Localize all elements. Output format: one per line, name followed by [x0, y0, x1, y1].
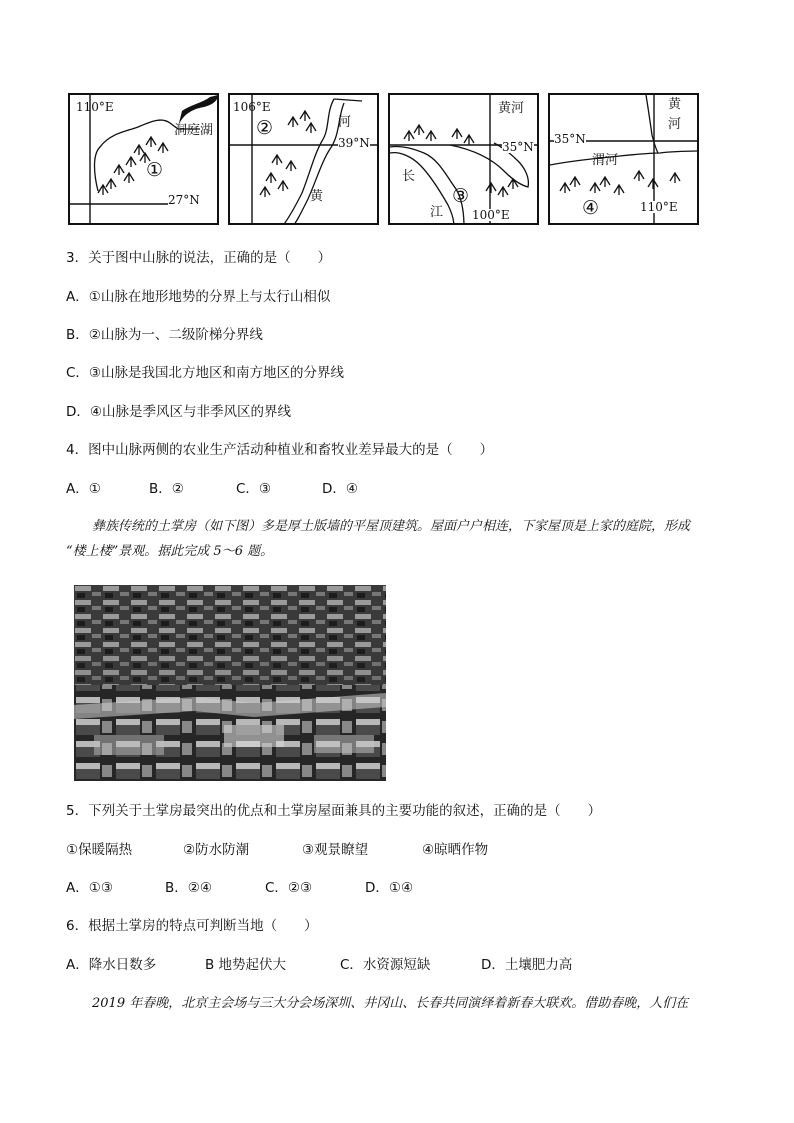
question-4-option-a[interactable]: A．①	[66, 481, 101, 497]
question-5-item-4: ④晾晒作物	[422, 842, 489, 858]
question-6-stem: 6．根据土掌房的特点可判断当地（ ）	[66, 918, 318, 934]
map-4-river-top-label-b: 河	[668, 117, 682, 132]
map-2-lat-label: 39°N	[338, 136, 370, 150]
map-3-river-top-label: 黄河	[498, 101, 525, 116]
question-3-option-c[interactable]: C．③山脉是我国北方地区和南方地区的分界线	[66, 365, 345, 381]
passage-1-line-1: 彝族传统的土掌房（如下图）多是厚土版墙的平屋顶建筑。屋面户户相连，下家屋顶是上家的庭院，形成	[92, 519, 691, 534]
map-1-lon-label: 110°E	[76, 100, 114, 114]
question-6-option-c[interactable]: C．水资源短缺	[340, 957, 431, 973]
map-3-lon-label: 100°E	[472, 208, 510, 222]
question-6-option-b[interactable]: B 地势起伏大	[205, 957, 287, 973]
question-3-option-a[interactable]: A．①山脉在地形地势的分界上与太行山相似	[66, 289, 331, 305]
passage-2-line-1: 2019 年春晚，北京主会场与三大分会场深圳、井冈山、长春共同演绎着新春大联欢。借助春晚，人们在	[92, 996, 689, 1011]
map-3-river-label-a: 长	[402, 169, 416, 184]
map-4	[548, 93, 699, 225]
question-3-option-b[interactable]: B．②山脉为一、二级阶梯分界线	[66, 327, 263, 343]
map-1-number: ①	[146, 159, 164, 181]
question-5-option-c[interactable]: C．②③	[265, 880, 313, 896]
question-5-option-d[interactable]: D．①④	[365, 880, 414, 896]
map-2-drawing	[230, 95, 379, 225]
question-5-stem: 5．下列关于土掌房最突出的优点和土掌房屋面兼具的主要功能的叙述，正确的是（ ）	[66, 803, 602, 819]
question-4-option-c[interactable]: C．③	[236, 481, 272, 497]
map-4-river-top-label-a: 黄	[668, 97, 682, 112]
map-2-river-label-b: 黄	[310, 189, 324, 204]
map-4-lat-label: 35°N	[554, 132, 586, 146]
question-5-item-1: ①保暖隔热	[66, 842, 133, 858]
question-5-option-a[interactable]: A．①③	[66, 880, 113, 896]
map-3-lat-label: 35°N	[502, 140, 534, 154]
question-4-option-b[interactable]: B．②	[149, 481, 184, 497]
map-2-river-label-a: 河	[338, 115, 352, 130]
question-5-option-b[interactable]: B．②④	[165, 880, 212, 896]
question-3-option-d[interactable]: D．④山脉是季风区与非季风区的界线	[66, 404, 291, 420]
tuzhang-house-photo	[74, 585, 386, 781]
map-1-lake-label: 洞庭湖	[174, 123, 214, 138]
question-4-stem: 4．图中山脉两侧的农业生产活动种植业和畜牧业差异最大的是（ ）	[66, 442, 494, 458]
map-2-lon-label: 106°E	[233, 100, 271, 114]
map-2	[228, 93, 379, 225]
map-1	[68, 93, 219, 225]
map-4-lon-label: 110°E	[640, 200, 678, 214]
map-3-river-label-b: 江	[430, 205, 444, 220]
map-3	[388, 93, 539, 225]
map-1-lat-label: 27°N	[168, 193, 200, 207]
question-6-option-d[interactable]: D．土壤肥力高	[481, 957, 573, 973]
question-3-stem: 3．关于图中山脉的说法，正确的是（ ）	[66, 250, 332, 266]
question-5-item-2: ②防水防潮	[183, 842, 250, 858]
question-4-option-d[interactable]: D．④	[322, 481, 358, 497]
map-3-number: ③	[452, 185, 470, 207]
question-6-option-a[interactable]: A．降水日数多	[66, 957, 157, 973]
passage-1-line-2: “楼上楼”景观。据此完成 5～6 题。	[66, 544, 274, 559]
mountain-maps	[68, 93, 698, 227]
map-4-river-label: 渭河	[592, 153, 619, 168]
map-4-number: ④	[582, 197, 600, 219]
question-5-item-3: ③观景瞭望	[302, 842, 369, 858]
map-2-number: ②	[256, 117, 274, 139]
